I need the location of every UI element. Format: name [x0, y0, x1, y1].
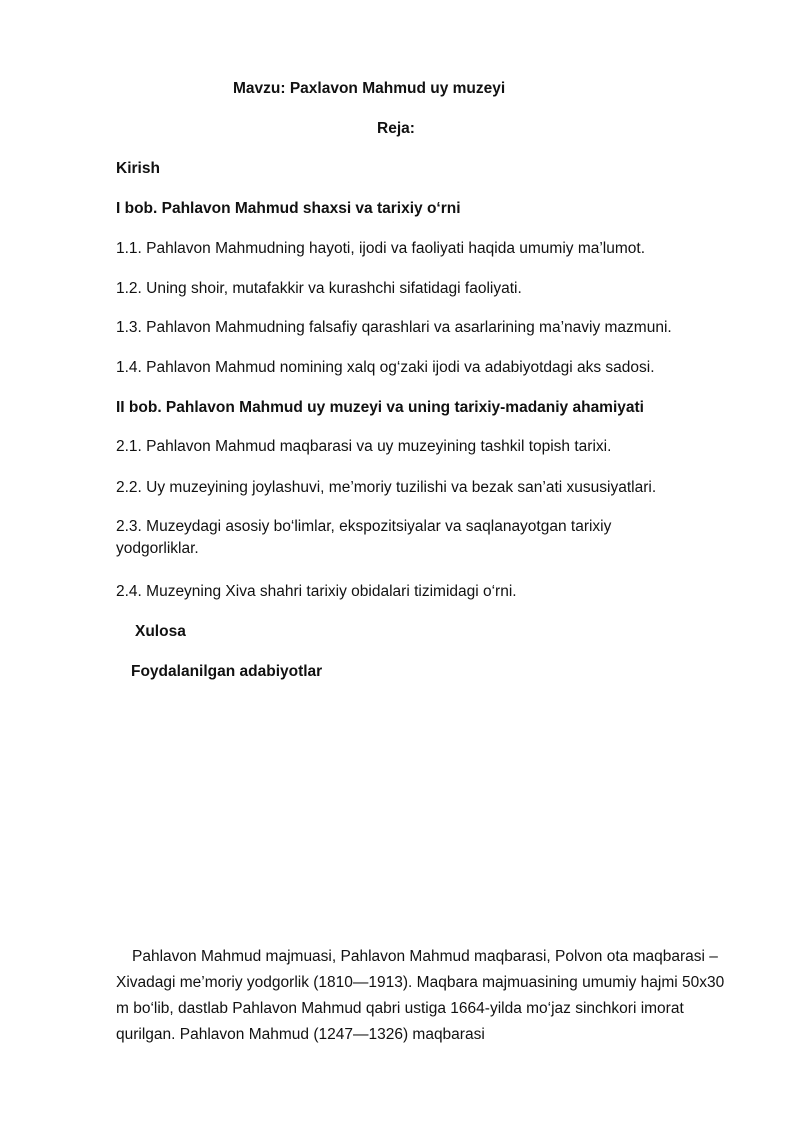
intro-item: Kirish	[116, 160, 160, 177]
chapter2-item: 2.3. Muzeydagi asosiy bo‘limlar, ekspozitsiyalar va saqlanayotgan tarixiy yodgorliklar.	[116, 518, 612, 557]
document-title: Mavzu: Paxlavon Mahmud uy muzeyi	[233, 80, 506, 97]
chapter1-item: 1.3. Pahlavon Mahmudning falsafiy qarashlari va asarlarining ma’naviy mazmuni.	[116, 319, 672, 336]
chapter1-item: 1.4. Pahlavon Mahmud nomining xalq og‘zaki ijodi va adabiyotdagi aks sadosi.	[116, 359, 655, 376]
plan-heading: Reja:	[377, 120, 415, 137]
references-item: Foydalanilgan adabiyotlar	[131, 663, 323, 680]
body-paragraph: Pahlavon Mahmud majmuasi, Pahlavon Mahmud maqbarasi, Polvon ota maqbarasi – Xivadagi me’moriy yodgorlik (1810—1913). Maqbara majmuasining umumiy hajmi 50x30 m bo‘lib, dastlab Pahlavon Mahmud qabri ustiga 1664-yilda mo‘jaz sinchkori imorat qurilgan. Pahlavon Mahmud (1247—1326) maqbarasi	[116, 948, 725, 1043]
chapter2-item: 2.1. Pahlavon Mahmud maqbarasi va uy muzeyining tashkil topish tarixi.	[116, 438, 612, 455]
chapter2-item: 2.2. Uy muzeyining joylashuvi, me’moriy tuzilishi va bezak san’ati xususiyatlari.	[116, 479, 657, 496]
conclusion-item: Xulosa	[135, 623, 186, 640]
chapter1-item: 1.2. Uning shoir, mutafakkir va kurashchi sifatidagi faoliyati.	[116, 280, 522, 297]
chapter2-heading: II bob. Pahlavon Mahmud uy muzeyi va uning tarixiy-madaniy ahamiyati	[116, 399, 644, 416]
chapter1-item: 1.1. Pahlavon Mahmudning hayoti, ijodi va faoliyati haqida umumiy ma’lumot.	[116, 240, 646, 257]
chapter2-item: 2.4. Muzeyning Xiva shahri tarixiy obidalari tizimidagi o‘rni.	[116, 583, 517, 600]
chapter1-heading: I bob. Pahlavon Mahmud shaxsi va tarixiy o‘rni	[116, 200, 461, 217]
